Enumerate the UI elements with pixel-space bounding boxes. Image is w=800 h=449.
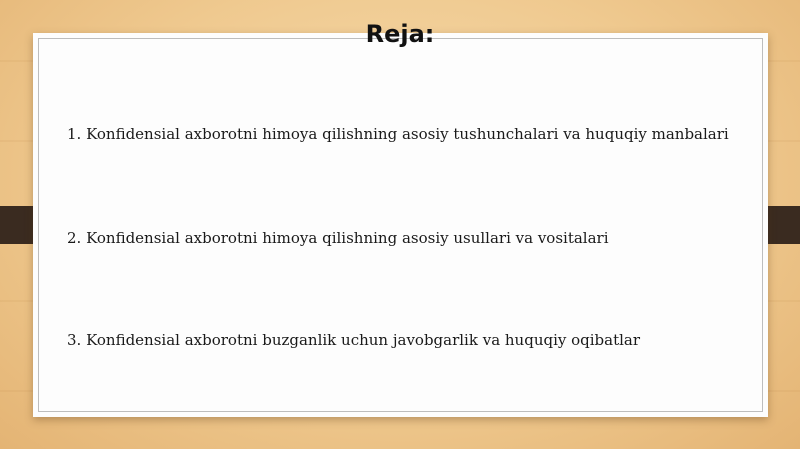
slide-title: Reja: — [365, 20, 435, 48]
plan-item-3: 3. Konfidensial axborotni buzganlik uchun javobgarlik va huquqiy oqibatlar — [67, 331, 641, 349]
slide-card — [33, 33, 768, 417]
slide-card-border — [38, 38, 763, 412]
plan-item-1: 1. Konfidensial axborotni himoya qilishning asosiy tushunchalari va huquqiy manbalari — [67, 125, 729, 143]
plan-item-2: 2. Konfidensial axborotni himoya qilishning asosiy usullari va vositalari — [67, 229, 609, 247]
